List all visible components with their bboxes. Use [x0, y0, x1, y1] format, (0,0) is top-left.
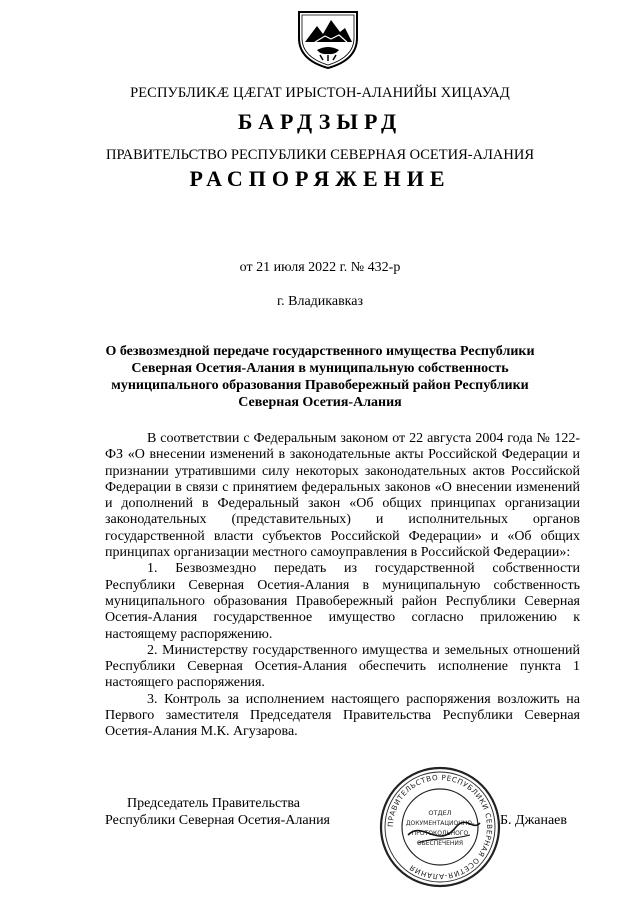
document-date-number: от 21 июля 2022 г. № 432-р: [239, 260, 401, 275]
document-city: г. Владикавказ: [276, 294, 364, 309]
seal-inner-line1: ОТДЕЛ: [428, 809, 452, 817]
document-body: [105, 431, 580, 741]
official-seal-icon: [378, 765, 502, 889]
header-ossetian-name: РЕСПУБЛИКӔ ЦӔГАТ ИРЫСТОН-АЛАНИЙЫ ХИЦАУАД: [130, 85, 510, 101]
coat-of-arms-emblem-icon: [295, 8, 361, 70]
header-ossetian-doc-type: БАРДЗЫРД: [237, 109, 403, 134]
body-preamble: В соответствии с Федеральным законом от 22 августа 2004 года № 122-ФЗ «О внесении изменений в законодательные акты Российской Федерации и признании утратившими силу некоторых законодательных актов Российской Федерации в связи с принятием федеральных законов «О внесении изменений и дополнений в Федеральный закон «Об общих принципах организации законодательных (представительных) и исполнительных органов государственной власти субъектов Российской Федерации» и «Об общих принципах организации местного самоуправления в Российской Федерации»:: [105, 431, 580, 561]
signature-name: Б. Джанаев: [500, 813, 568, 828]
body-item-1: 1. Безвозмездно передать из государственной собственности Республики Северная Осетия-Алания в муниципальную собственность муниципального образования Правобережный район Республики Северная Осетия-Алания государственное имущество согласно приложению к настоящему распоряжению.: [105, 561, 580, 642]
seal-ring-text: ПРАВИТЕЛЬСТВО РЕСПУБЛИКИ СЕВЕРНАЯ ОСЕТИЯ-АЛАНИЯ: [385, 772, 495, 882]
body-item-3: 3. Контроль за исполнением настоящего распоряжения возложить на Первого заместителя Председателя Правительства Республики Северная Осетия-Алания М.К. Агузарова.: [105, 691, 580, 740]
header-russian-name: ПРАВИТЕЛЬСТВО РЕСПУБЛИКИ СЕВЕРНАЯ ОСЕТИЯ-АЛАНИЯ: [105, 147, 535, 163]
signature-position-line2: Республики Северная Осетия-Алания: [105, 813, 330, 828]
seal-inner-line4: ОБЕСПЕЧЕНИЯ: [416, 840, 464, 847]
signature-position-line1: Председатель Правительства: [127, 796, 300, 811]
seal-inner-line3: ПРОТОКОЛЬНОГО: [411, 830, 469, 837]
document-title: О безвозмездной передаче государственного имущества Республики Северная Осетия-Алания в муниципальную собственность муниципального образования Правобережный район Республики Северная Осетия-Алания: [105, 344, 535, 410]
header-russian-doc-type: РАСПОРЯЖЕНИЕ: [189, 166, 451, 191]
body-item-2: 2. Министерству государственного имущества и земельных отношений Республики Северная Осетия-Алания обеспечить исполнение пункта 1 настоящего распоряжения.: [105, 642, 580, 691]
signature-position: [105, 795, 330, 829]
seal-inner-line2: ДОКУМЕНТАЦИОННО-: [405, 820, 475, 827]
